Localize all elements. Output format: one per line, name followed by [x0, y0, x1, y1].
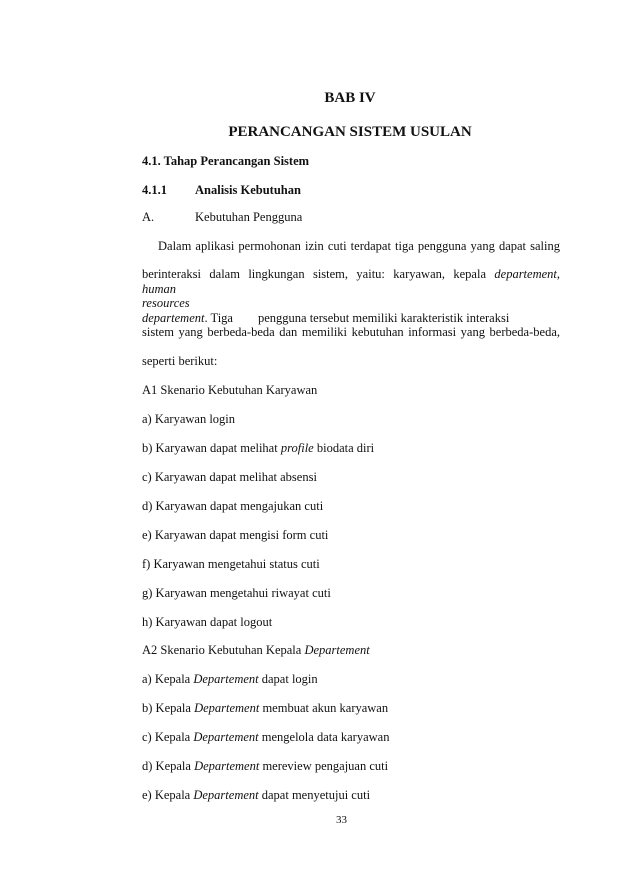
- list-item: [142, 615, 272, 630]
- list-item-text: c) Karyawan dapat melihat absensi: [142, 470, 317, 484]
- paragraph-line: [142, 239, 560, 254]
- list-item: [142, 730, 389, 745]
- scenario-a2-heading: [142, 643, 370, 658]
- list-item: [142, 759, 388, 774]
- list-item-text: e) Kepala: [142, 788, 194, 802]
- list-item-text: f) Karyawan mengetahui status cuti: [142, 557, 320, 571]
- list-item-text: mereview pengajuan cuti: [259, 759, 389, 773]
- paragraph-line: [142, 325, 560, 340]
- paragraph-text: ,: [556, 267, 560, 281]
- list-item: [142, 499, 323, 514]
- section-title: Tahap Perancangan Sistem: [163, 154, 310, 168]
- list-item-term: Departement: [193, 730, 259, 744]
- list-item-text: biodata diri: [313, 441, 375, 455]
- list-item: [142, 586, 331, 601]
- list-item-text: h) Karyawan dapat logout: [142, 615, 273, 629]
- subsection-title: Analisis Kebutuhan: [195, 183, 301, 197]
- section-heading: [142, 154, 309, 169]
- list-item-term: Departement: [194, 759, 260, 773]
- chapter-number: BAB IV: [324, 90, 376, 106]
- paragraph-term: departement: [494, 267, 557, 281]
- list-item-text: a) Karyawan login: [142, 412, 236, 426]
- heading-term: Departement: [304, 643, 370, 657]
- list-item: [142, 470, 317, 485]
- list-item-text: dapat login: [258, 672, 318, 686]
- list-item-text: c) Kepala: [142, 730, 194, 744]
- list-item-term: Departement: [194, 701, 260, 715]
- paragraph-term: resources departement: [142, 296, 205, 325]
- list-item: [142, 557, 320, 572]
- list-item-text: dapat menyetujui cuti: [258, 788, 371, 802]
- paragraph-text: sistem yang berbeda-beda dan memiliki kebutuhan informasi yang berbeda-beda,: [142, 325, 560, 339]
- list-item-text: membuat akun karyawan: [259, 701, 389, 715]
- paragraph-text: berinteraksi dalam lingkungan sistem, yaitu: karyawan, kepala: [142, 267, 495, 281]
- chapter-title: PERANCANGAN SISTEM USULAN: [228, 124, 472, 140]
- subsection-heading: [142, 183, 301, 198]
- paragraph-text: . Tiga pengguna tersebut memiliki karakteristik interaksi: [204, 311, 510, 325]
- heading-text: A2 Skenario Kebutuhan Kepala: [142, 643, 305, 657]
- list-item-text: mengelola data karyawan: [258, 730, 390, 744]
- paragraph-line: [142, 296, 560, 326]
- section-number: 4.1.: [142, 154, 161, 168]
- paragraph-term: human: [142, 282, 177, 296]
- list-item-text: d) Karyawan dapat mengajukan cuti: [142, 499, 324, 513]
- paragraph-text: Dalam aplikasi permohonan izin cuti terdapat tiga pengguna yang dapat saling: [158, 239, 560, 253]
- list-item-text: g) Karyawan mengetahui riwayat cuti: [142, 586, 331, 600]
- list-item-text: b) Kepala: [142, 701, 195, 715]
- list-item: [142, 528, 328, 543]
- list-item-text: d) Kepala: [142, 759, 195, 773]
- list-item-term: Departement: [193, 788, 259, 802]
- list-item-text: b) Karyawan dapat melihat: [142, 441, 281, 455]
- item-a-heading: [142, 210, 302, 225]
- item-a-title: Kebutuhan Pengguna: [195, 210, 303, 224]
- list-item: [142, 672, 318, 687]
- item-a-label: A.: [142, 210, 155, 224]
- list-item-term: Departement: [193, 672, 259, 686]
- paragraph-line: [142, 267, 560, 297]
- page-number: 33: [336, 814, 347, 826]
- list-item-term: profile: [280, 441, 314, 455]
- list-item-text: a) Kepala: [142, 672, 194, 686]
- list-item: [142, 701, 388, 716]
- paragraph-line: seperti berikut:: [142, 354, 218, 368]
- list-item: [142, 412, 235, 427]
- list-item: [142, 441, 374, 456]
- list-item: [142, 788, 370, 803]
- subsection-number: 4.1.1: [142, 183, 167, 197]
- scenario-a1-heading: A1 Skenario Kebutuhan Karyawan: [142, 383, 318, 397]
- list-item-text: e) Karyawan dapat mengisi form cuti: [142, 528, 329, 542]
